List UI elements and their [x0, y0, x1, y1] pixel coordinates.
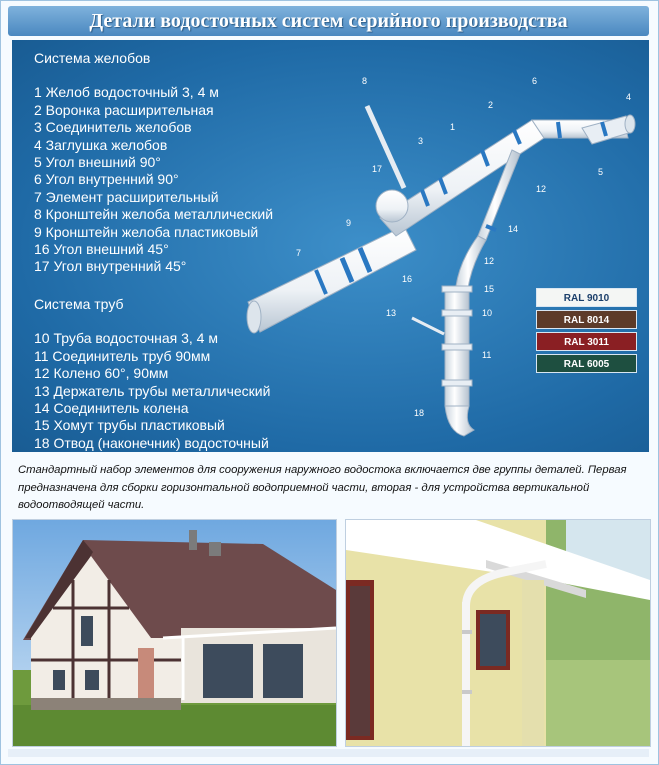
ral-swatch-3011: RAL 3011 — [536, 332, 637, 351]
legend-item: 3 Соединитель желобов — [34, 119, 192, 136]
legend-item: 10 Труба водосточная 3, 4 м — [34, 330, 218, 347]
part-label-12b: 12 — [484, 256, 495, 266]
legend-item: 13 Держатель трубы металлический — [34, 382, 271, 399]
part-label-8: 8 — [362, 76, 368, 86]
part-label-4: 4 — [626, 92, 632, 102]
legend-item: 12 Колено 60°, 90мм — [34, 365, 169, 382]
legend-item: 4 Заглушка желобов — [34, 136, 168, 153]
part-label-15: 15 — [484, 284, 495, 294]
ral-swatch-9010: RAL 9010 — [536, 288, 637, 307]
part-label-3: 3 — [418, 136, 424, 146]
part-label-9: 9 — [346, 218, 352, 228]
pipe-holder-shape — [412, 318, 444, 334]
part-label-10: 10 — [482, 308, 493, 318]
pipe-system-title: Система труб — [34, 295, 124, 312]
legend-item: 18 Отвод (наконечник) водосточный — [34, 434, 269, 451]
part-label-14: 14 — [508, 224, 519, 234]
part-label-11: 11 — [482, 350, 492, 360]
legend-item: 8 Кронштейн желоба металлический — [34, 206, 274, 223]
downpipe-photo-illustration — [346, 520, 650, 746]
part-label-12a: 12 — [536, 184, 547, 194]
parts-legend — [34, 50, 334, 452]
gutter-diagram — [12, 40, 649, 452]
downpipe-photo — [345, 519, 651, 747]
part-label-13: 13 — [386, 308, 397, 318]
house-photo — [12, 519, 337, 747]
legend-item: 1 Желоб водосточный 3, 4 м — [34, 84, 219, 101]
metal-bracket-shape — [367, 106, 404, 188]
ral-swatch-8014: RAL 8014 — [536, 310, 637, 329]
part-label-1: 1 — [450, 122, 456, 132]
gutter-system-title: Система желобов — [34, 50, 151, 66]
legend-item: 14 Соединитель колена — [34, 399, 189, 416]
legend-item: 15 Хомут трубы пластиковый — [34, 417, 225, 434]
legend-item: 6 Угол внутренний 90° — [34, 171, 179, 188]
ral-swatch-6005: RAL 6005 — [536, 354, 637, 373]
part-label-5: 5 — [598, 167, 604, 177]
part-label-7: 7 — [296, 248, 302, 258]
part-label-16: 16 — [402, 274, 413, 284]
part-label-17: 17 — [372, 164, 383, 174]
page-title: Детали водосточных систем серийного производства — [8, 6, 649, 36]
bottom-border — [8, 749, 649, 757]
legend-item: 11 Соединитель труб 90мм — [34, 347, 211, 364]
part-label-2: 2 — [488, 100, 494, 110]
legend-item: 9 Кронштейн желоба пластиковый — [34, 223, 259, 240]
legend-item: 16 Угол внешний 45° — [34, 241, 169, 258]
part-label-6: 6 — [532, 76, 538, 86]
legend-item: 17 Угол внутренний 45° — [34, 258, 187, 275]
legend-item: 7 Элемент расширительный — [34, 188, 219, 205]
legend-item: 2 Воронка расширительная — [34, 101, 214, 118]
house-photo-illustration — [13, 520, 336, 746]
part-label-18: 18 — [414, 408, 425, 418]
description-caption: Стандартный набор элементов для сооружения наружного водостока включается две группы деталей. Первая предназначена для сборки горизонтальной водоприемной части, вторая - для устройства вертикальной водоотводящей части. — [18, 464, 627, 511]
legend-item: 5 Угол внешний 90° — [34, 154, 161, 171]
